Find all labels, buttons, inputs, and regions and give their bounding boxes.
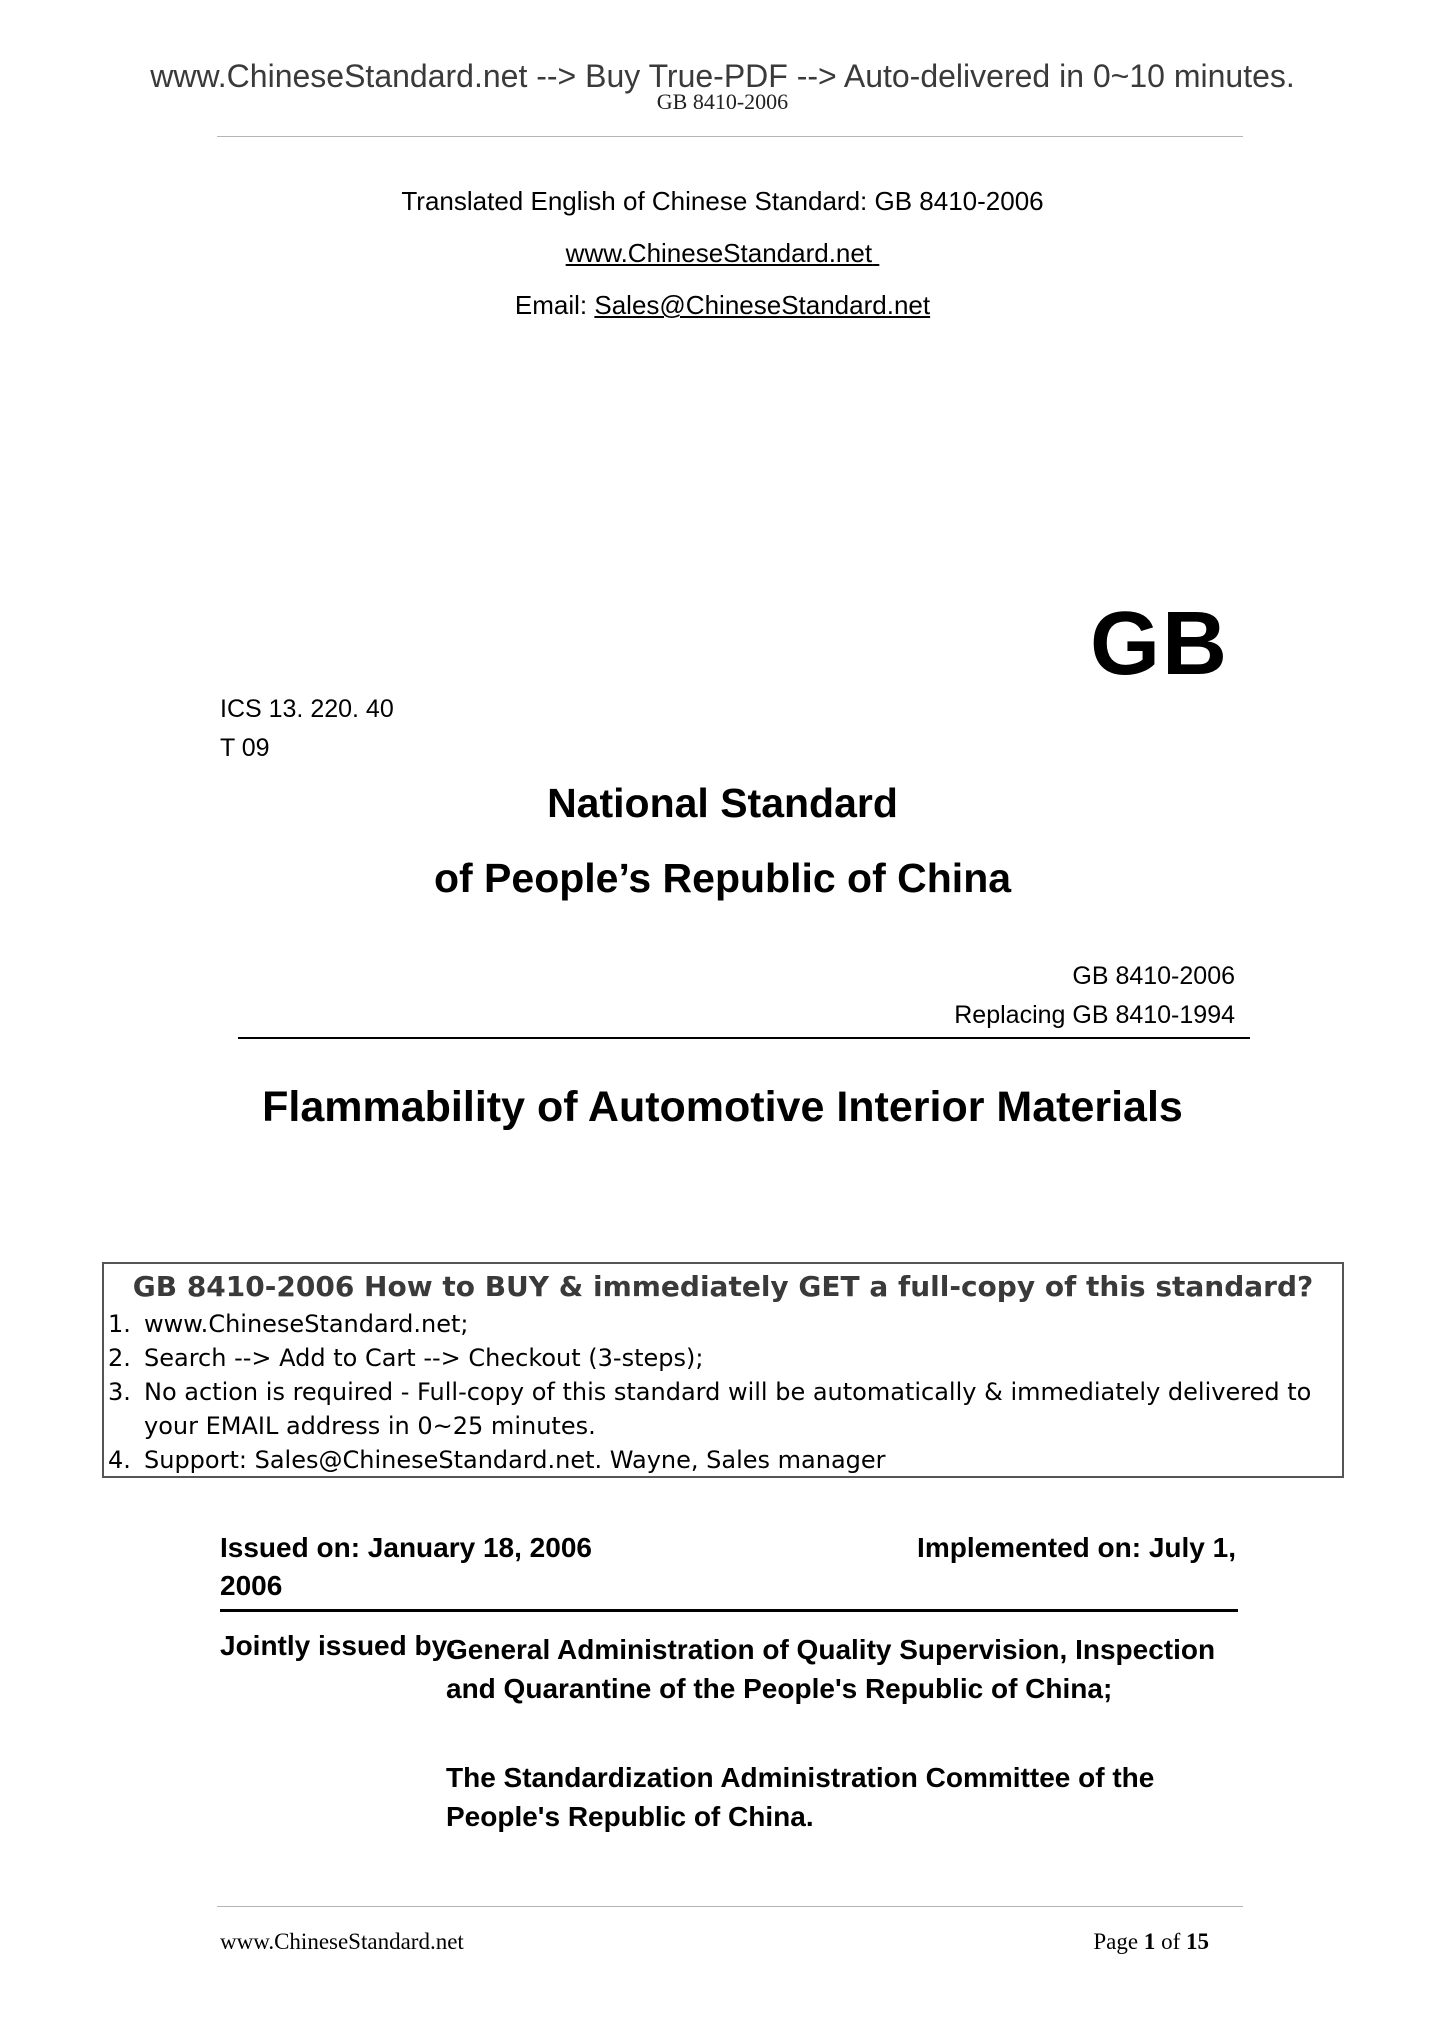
footer-website: www.ChineseStandard.net [220,1929,464,1954]
standard-title-line1: National Standard [547,780,898,826]
list-item: 4. Support: Sales@ChineseStandard.net. Wayne, Sales manager [108,1446,886,1474]
list-item: 3. No action is required - Full-copy of this standard will be automatically & immediately delivered to your EMAIL address in 0~25 minutes. [108,1378,1312,1440]
gb-mark: GB [1090,594,1229,694]
page-number: 1 [1143,1929,1156,1954]
class-code: T 09 [220,734,270,762]
website-link-wrap [0,238,1445,269]
translated-line: Translated English of Chinese Standard: GB 8410-2006 [401,186,1044,216]
website-link[interactable]: www.ChineseStandard.net [565,238,873,268]
buy-info-box [102,1262,1344,1478]
page-total: 15 [1186,1929,1209,1954]
standard-title-line2: of People’s Republic of China [433,855,1012,901]
implemented-date: Implemented on: July 1, [917,1532,1236,1563]
email-line [0,290,1445,321]
jointly-issued-label: Jointly issued by: [220,1630,457,1661]
replacing-note: Replacing GB 8410-1994 [954,1001,1235,1029]
standard-number: GB 8410-2006 [1072,962,1235,990]
buy-box-title: GB 8410-2006 How to BUY & immediately GET a full-copy of this standard? [132,1270,1314,1303]
email-link[interactable]: Sales@ChineseStandard.net [594,290,931,320]
buy-steps-list [104,1307,1342,1477]
implemented-year: 2006 [220,1570,283,1601]
top-banner: www.ChineseStandard.net --> Buy True-PDF --> Auto-delivered in 0~10 minutes. [150,58,1295,94]
ics-code: ICS 13. 220. 40 [220,695,394,723]
title-divider [238,1037,1250,1039]
page-indicator: Page 1 of 15 [1093,1929,1209,1954]
footer-divider [217,1906,1243,1907]
list-item: 1. www.ChineseStandard.net; [108,1310,469,1338]
issuer-1: General Administration of Quality Supervision, Inspection and Quarantine of the People's Republic of China; [446,1634,1216,1704]
list-item: 2. Search --> Add to Cart --> Checkout (3-steps); [108,1344,704,1372]
issuer-2: The Standardization Administration Committee of the People's Republic of China. [446,1762,1155,1832]
issue-divider [220,1609,1238,1612]
issued-date: Issued on: January 18, 2006 [220,1532,592,1563]
header-standard-code: GB 8410-2006 [656,89,789,114]
document-title: Flammability of Automotive Interior Materials [262,1083,1183,1131]
header-divider [217,136,1243,137]
email-label: Email: [514,290,588,320]
